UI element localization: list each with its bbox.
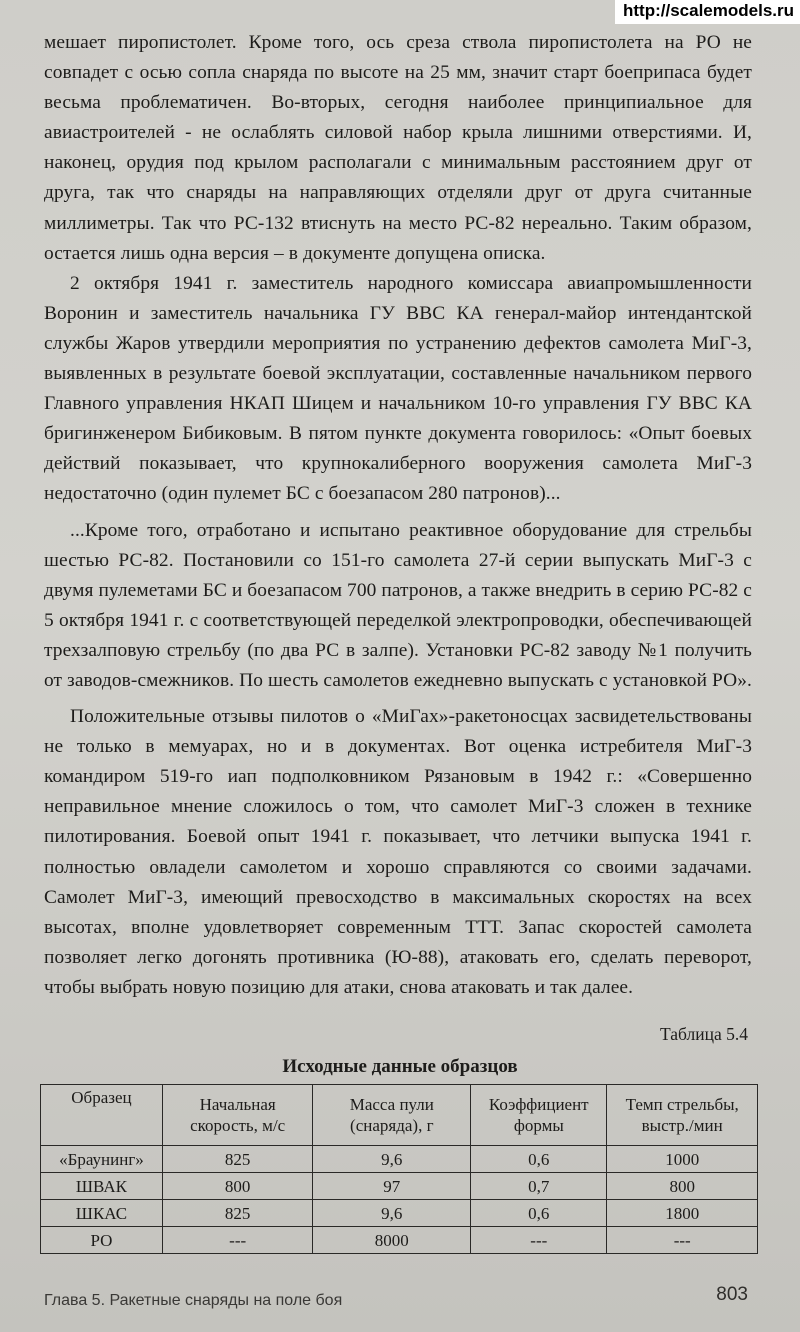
paragraph: мешает пиропистолет. Кроме того, ось среза ствола пиропистолета на РО не совпадет с осью сопла снаряда по высоте на 25 мм, значит старт боеприпаса будет весьма проблематичен. Во-вторых, сегодня наиболее принципиальное для авиастроителей - не ослаблять силовой набор крыла лишними отверстиями. И, наконец, орудия под крылом располагали с минимальным расстоянием друг от друга, так что снаряды на направляющих отделяли друг от друга считанные миллиметры. Так что РС-132 втиснуть на место РС-82 нереально. Таким образом, остается лишь одна версия – в документе допущена описка. [44, 32, 752, 264]
table-row [41, 1227, 758, 1254]
paragraph: 2 октября 1941 г. заместитель народного комиссара авиапромышленности Воронин и заместитель начальника ГУ ВВС КА генерал-майор интендантской службы Жаров утвердили мероприятия по устранению дефектов самолета МиГ-3, выявленных в результате боевой эксплуатации, составленные начальником первого Главного управления НКАП Шицем и начальником 10-го управления ГУ ВВС КА бригинженером Бибиковым. В пятом пункте документа говорилось: «Опыт боевых действий показывает, что крупнокалиберного вооружения самолета МиГ-3 недостаточно (один пулемет БС с боезапасом 280 патронов)... [44, 272, 752, 505]
table-cell: 0,7 [471, 1173, 607, 1200]
table-cell: ШВАК [41, 1173, 163, 1200]
table-cell: 0,6 [471, 1200, 607, 1227]
table-cell: 0,6 [471, 1146, 607, 1173]
table-header-cell: Начальная скорость, м/с [162, 1085, 313, 1146]
page-number: 803 [716, 1284, 748, 1305]
table-cell: 9,6 [313, 1200, 471, 1227]
table-cell: «Браунинг» [41, 1146, 163, 1173]
table-cell: --- [471, 1227, 607, 1254]
table-cell: 800 [162, 1173, 313, 1200]
table-row [41, 1200, 758, 1227]
table-cell: --- [162, 1227, 313, 1254]
table-row [41, 1173, 758, 1200]
table-header-cell: Коэффициент формы [471, 1085, 607, 1146]
table-cell: ШКАС [41, 1200, 163, 1227]
table-cell: 1800 [607, 1200, 758, 1227]
table-header-cell: Темп стрельбы, выстр./мин [607, 1085, 758, 1146]
table-cell: РО [41, 1227, 163, 1254]
paragraph: ...Кроме того, отработано и испытано реактивное оборудование для стрельбы шестью РС-82. Постановили со 151-го самолета 27-й серии выпускать МиГ-3 с двумя пулеметами БС и боезапасом 700 патронов, а также внедрить в серию РС-82 с 5 октября 1941 г. с соответствующей переделкой электропроводки, обеспечивающей трехзалповую стрельбу (по два РС в залпе). Установки РС-82 заводу №1 получить от заводов-смежников. По шесть самолетов ежедневно выпускать с установкой РО». [44, 519, 752, 691]
table-cell: 825 [162, 1200, 313, 1227]
data-table [40, 1084, 758, 1254]
table-row [41, 1146, 758, 1173]
table-cell: 825 [162, 1146, 313, 1173]
table-cell: 97 [313, 1173, 471, 1200]
chapter-footer: Глава 5. Ракетные снаряды на поле боя [44, 1292, 343, 1309]
table-cell: 9,6 [313, 1146, 471, 1173]
table-cell: 800 [607, 1173, 758, 1200]
table-header-cell: Образец [41, 1085, 163, 1146]
table-cell: --- [607, 1227, 758, 1254]
watermark-url[interactable]: http://scalemodels.ru [615, 0, 800, 24]
paragraph: Положительные отзывы пилотов о «МиГах»-ракетоносцах засвидетельствованы не только в мемуарах, но и в документах. Вот оценка истребителя МиГ-3 командиром 519-го иап подполковником Рязановым в 1942 г.: «Совершенно неправильное мнение сложилось о том, что самолет МиГ-3 сложен в технике пилотирования. Боевой опыт 1941 г. показывает, что летчики выпуска 1941 г. полностью овладели самолетом и хорошо справляются со своими задачами. Самолет МиГ-3, имеющий превосходство в максимальных скоростях на всех высотах, вполне удовлетворяет современным ТТТ. Запас скоростей самолета позволяет легко догонять противника (Ю-88), атаковать его, сделать переворот, чтобы выбрать новую позицию для атаки, снова атаковать и так далее. [44, 706, 752, 998]
table-header-row [41, 1085, 758, 1146]
table-title: Исходные данные образцов [282, 1056, 518, 1077]
table-number: Таблица 5.4 [660, 1024, 748, 1044]
body-text [44, 28, 752, 1003]
table-header-cell: Масса пули (снаряда), г [313, 1085, 471, 1146]
table-cell: 8000 [313, 1227, 471, 1254]
table-cell: 1000 [607, 1146, 758, 1173]
